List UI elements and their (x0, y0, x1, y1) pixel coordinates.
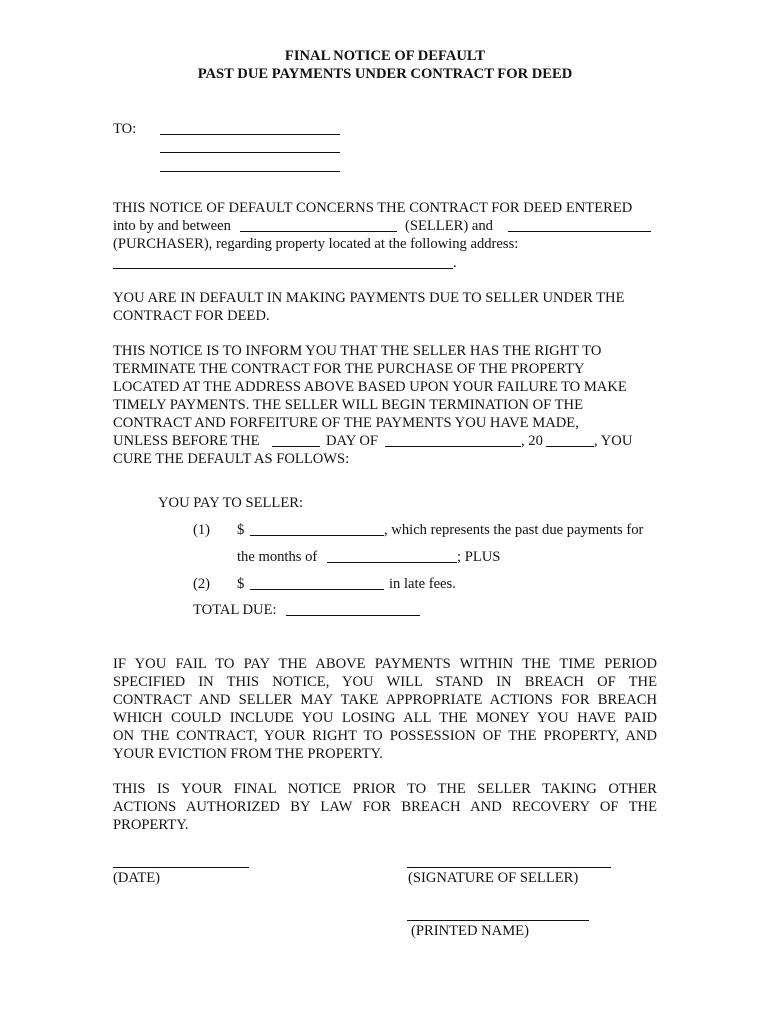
para3-line-1: THIS NOTICE IS TO INFORM YOU THAT THE SELLER HAS THE RIGHT TO (113, 343, 602, 359)
total-due-blank[interactable] (286, 615, 420, 616)
para4-line-4: WHICH COULD INCLUDE YOU LOSING ALL THE MONEY YOU HAVE PAID (113, 710, 657, 726)
para3-line-7: CURE THE DEFAULT AS FOLLOWS: (113, 451, 350, 467)
para4-line-6: YOUR EVICTION FROM THE PROPERTY. (113, 746, 383, 762)
payments-heading: YOU PAY TO SELLER: (158, 495, 304, 511)
to-label: TO: (113, 121, 137, 137)
title-line-2: PAST DUE PAYMENTS UNDER CONTRACT FOR DEED (197, 66, 573, 82)
para1-period: . (453, 255, 457, 271)
para1-into-by: into by and between (113, 218, 231, 234)
printed-name-label: (PRINTED NAME) (411, 923, 529, 939)
payment-item-2-number: (2) (193, 576, 211, 592)
para3-line-3: LOCATED AT THE ADDRESS ABOVE BASED UPON YOUR FAILURE TO MAKE (113, 379, 627, 395)
para3-line-4: TIMELY PAYMENTS. THE SELLER WILL BEGIN TERMINATION OF THE (113, 397, 583, 413)
months-of-label: the months of (237, 549, 318, 565)
payment-item-2-dollar: $ (237, 576, 245, 592)
seller-signature-label: (SIGNATURE OF SELLER) (408, 870, 579, 886)
plus-label: ; PLUS (457, 549, 501, 565)
months-blank[interactable] (327, 562, 457, 563)
to-blank-line-2[interactable] (160, 152, 340, 153)
payment-item-1-suffix: , which represents the past due payments for (384, 522, 644, 538)
para3-comma-20: , 20 (521, 433, 543, 449)
late-fees-label: in late fees. (389, 576, 456, 592)
para2-line-1: YOU ARE IN DEFAULT IN MAKING PAYMENTS DUE TO SELLER UNDER THE (113, 290, 625, 306)
seller-signature-line[interactable] (407, 867, 611, 868)
payment-item-1-number: (1) (193, 522, 211, 538)
property-address-blank[interactable] (113, 268, 453, 269)
past-due-amount-blank[interactable] (250, 535, 384, 536)
to-blank-line-1[interactable] (160, 134, 340, 135)
para5-line-2: ACTIONS AUTHORIZED BY LAW FOR BREACH AND RECOVERY OF THE (113, 799, 657, 815)
para4-line-2: SPECIFIED IN THIS NOTICE, YOU WILL STAND IN BREACH OF THE (113, 674, 657, 690)
total-due-label: TOTAL DUE: (193, 602, 277, 618)
para3-day-of: DAY OF (326, 433, 379, 449)
para5-line-1: THIS IS YOUR FINAL NOTICE PRIOR TO THE SELLER TAKING OTHER (113, 781, 657, 797)
para4-line-1: IF YOU FAIL TO PAY THE ABOVE PAYMENTS WITHIN THE TIME PERIOD (113, 656, 657, 672)
para2-line-2: CONTRACT FOR DEED. (113, 308, 270, 324)
to-blank-line-3[interactable] (160, 171, 340, 172)
para4-line-3: CONTRACT AND SELLER MAY TAKE APPROPRIATE ACTIONS FOR BREACH (113, 692, 657, 708)
para3-line-5: CONTRACT AND FORFEITURE OF THE PAYMENTS YOU HAVE MADE, (113, 415, 579, 431)
late-fees-amount-blank[interactable] (250, 589, 384, 590)
cure-month-blank[interactable] (385, 446, 521, 447)
para3-comma-you: , YOU (594, 433, 633, 449)
para3-line-2: TERMINATE THE CONTRACT FOR THE PURCHASE OF THE PROPERTY (113, 361, 585, 377)
para3-unless: UNLESS BEFORE THE (113, 433, 260, 449)
cure-day-blank[interactable] (272, 446, 320, 447)
printed-name-line[interactable] (407, 920, 589, 921)
cure-year-blank[interactable] (546, 446, 594, 447)
title-line-1: FINAL NOTICE OF DEFAULT (284, 48, 486, 64)
para1-line-1: THIS NOTICE OF DEFAULT CONCERNS THE CONTRACT FOR DEED ENTERED (113, 200, 633, 216)
para1-seller-and: (SELLER) and (405, 218, 493, 234)
purchaser-name-blank[interactable] (508, 231, 651, 232)
seller-name-blank[interactable] (240, 231, 397, 232)
para1-line-3: (PURCHASER), regarding property located at the following address: (113, 236, 519, 252)
para5-line-3: PROPERTY. (113, 817, 189, 833)
date-label: (DATE) (113, 870, 161, 886)
para4-line-5: ON THE CONTRACT, YOUR RIGHT TO POSSESSION OF THE PROPERTY, AND (113, 728, 657, 744)
payment-item-1-dollar: $ (237, 522, 245, 538)
date-signature-line[interactable] (113, 867, 249, 868)
